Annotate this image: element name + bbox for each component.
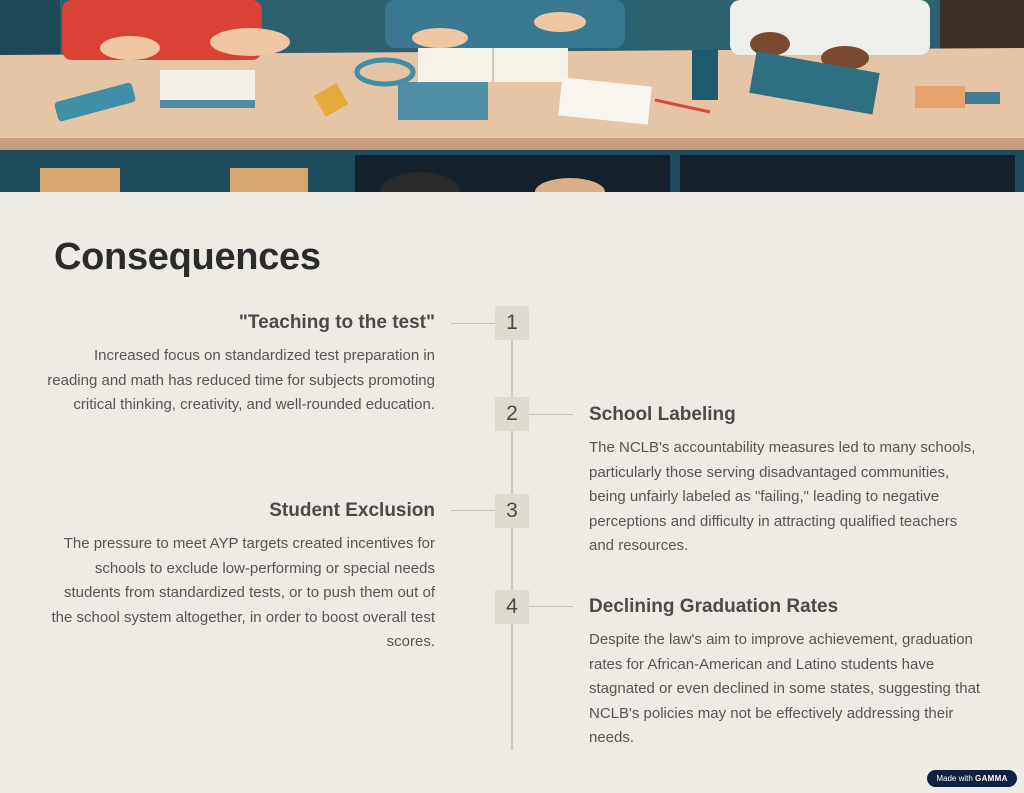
page-title: Consequences	[54, 236, 321, 278]
timeline-body-1: Increased focus on standardized test preparation in reading and math has reduced time for subjects promoting critical thinking, creativity, and well-rounded education.	[47, 347, 435, 413]
timeline-number-4: 4	[495, 590, 529, 624]
timeline-number-1: 1	[495, 306, 529, 340]
timeline-number-3: 3	[495, 494, 529, 528]
timeline-connector-3	[451, 510, 495, 511]
timeline-body-3: The pressure to meet AYP targets created incentives for schools to exclude low-performing or special needs students from standardized tests, or to push them out of the school system altogether, in order to boost overall test scores.	[51, 535, 435, 650]
timeline-body-2: The NCLB's accountability measures led to many schools, particularly those serving disadvantaged communities, being unfairly labeled as "failing," leading to negative perceptions and difficulty in attracting qualified teachers and resources.	[589, 439, 976, 554]
timeline-heading-3: Student Exclusion	[269, 500, 435, 521]
timeline-number-2: 2	[495, 397, 529, 431]
timeline-connector-1	[451, 323, 495, 324]
timeline-axis	[511, 322, 513, 750]
timeline-body-4: Despite the law's aim to improve achievement, graduation rates for African-American and Latino students have stagnated or even declined in some states, suggesting that NCLB's policies may not be effectively addressing their needs.	[589, 631, 981, 746]
gamma-logo-text: GAMMA	[975, 774, 1008, 783]
timeline-heading-1: "Teaching to the test"	[238, 312, 435, 333]
classroom-desk-illustration	[0, 0, 1024, 192]
hero-illustration	[0, 0, 1024, 192]
timeline-connector-2	[529, 414, 573, 415]
timeline-connector-4	[529, 606, 573, 607]
badge-prefix: Made with	[936, 774, 973, 783]
made-with-gamma-badge[interactable]	[927, 770, 1017, 787]
timeline-heading-2: School Labeling	[589, 404, 736, 425]
timeline-heading-4: Declining Graduation Rates	[589, 596, 839, 617]
